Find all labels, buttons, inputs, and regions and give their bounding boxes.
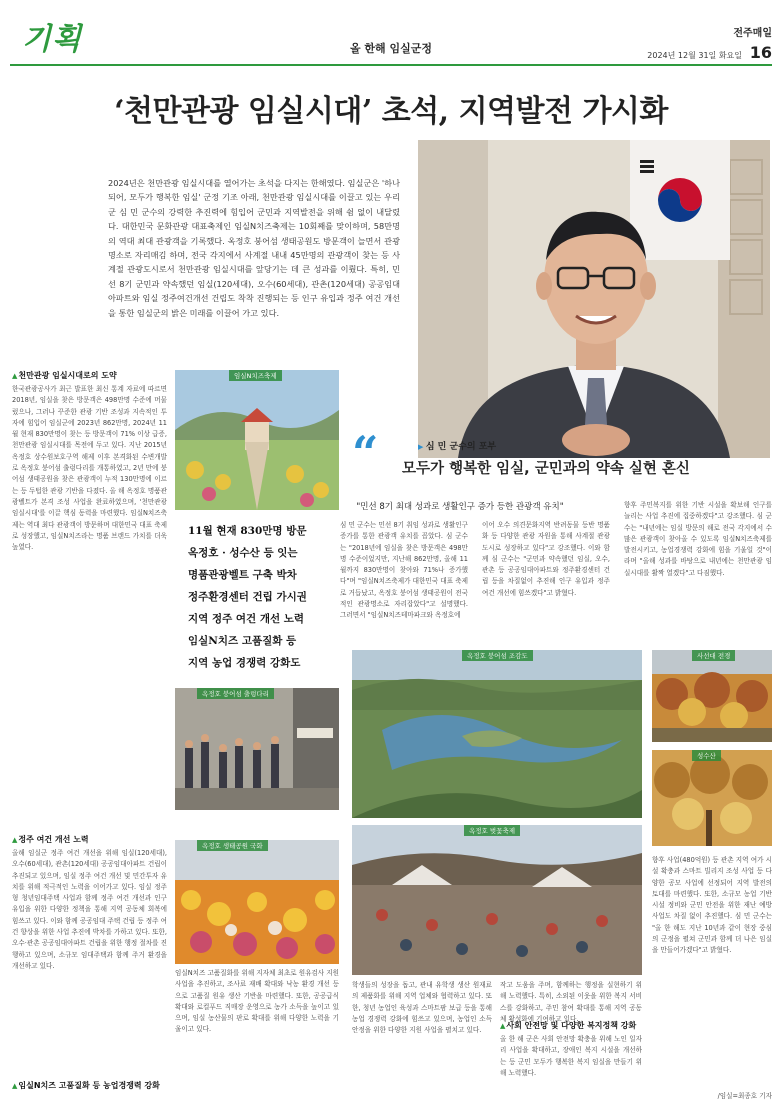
cheese-festival-illustration [175, 370, 339, 510]
feature-title: 모두가 행복한 임실, 군민과의 약속 실현 혼신 [402, 461, 690, 477]
photo-label-cheese: 임실N치즈축제 [229, 370, 282, 381]
sasundae-illustration [652, 650, 772, 742]
pull-line: 임실N치즈 고품질화 등 [188, 635, 297, 647]
pull-line: 정주환경센터 건립 가시권 [188, 591, 307, 603]
okjeong-lake-illustration [352, 650, 642, 818]
feature-label: ▶ 심 민 군수의 포부 [418, 439, 496, 452]
portrait-illustration [418, 140, 770, 458]
photo-chrysanthemum [175, 840, 339, 964]
section-title: 올 한해 임실군정 [349, 42, 433, 55]
feature-column-1: 심 민 군수는 민선 8기 취임 성과로 생활인구 증가를 통한 관광객 유치를 꼽았다. 심 군수는 "2018년에 임실을 찾은 방문객은 498만명 수준이었지만, 지난해 862만명, 올해 11월까지 830만명이 찾아와 71%나 증가했다"며 "임실N치즈축제가 대한민국 대표 축제로 거듭났고, 옥정호 붕어섬 생태공원이 전국적인 관광명소로 자리잡았다"고 설명했다. 그러면서 "임실N치즈테마파크와 옥정호에 [340, 521, 468, 620]
headline: ‘천만관광 임실시대’ 초석, 지역발전 가시화 [114, 94, 668, 129]
subhead-welfare: ▲ 사회 안전망 및 다양한 복지정책 강화 [500, 1020, 642, 1031]
header-rule [10, 64, 772, 66]
subhead-tourism: ▲ 천만관광 임실시대로의 도약 [12, 370, 167, 381]
dateline: 2024년 12월 31일 화요일 [647, 51, 742, 60]
chrysanthemum-illustration [175, 840, 339, 964]
quote-mark-icon: “ [352, 426, 379, 480]
bottom-column-d [652, 855, 772, 1102]
photo-label-sasundae: 사선대 전경 [692, 650, 735, 661]
column-1-text-a: 한국관광공사가 최근 발표한 최신 통계 자료에 따르면 2018년, 임실을 찾은 방문객은 498만명 수준에 머물렀으나, 그러나 꾸준한 관광 기반 조성과 지속적인 투자에 힘입어 임실군에 2023년 862만명, 2024년 11월 현재 830만명이 찾는 등 방문객이 71% 이상 급증, 천만관광 임실시대를 목전에 두고 있다. 지난 2015년 옥정호 상수원보호구역 해제 이후 본격화된 수변개발로 옥정호 붕어섬 출렁다리를 개통하였고, 2년 만에 붕어섬 생태공원을 찾은 관광객이 누적 130만명에 이르는 등 두텁한 관광 기반을 다졌다. 올 해 옥정호 명품관광벨트가 본격 조성 사업을 완료하였으며, '천만관광 임실시대'를 이끌 핵심 동력을 마련했다. 임실N치즈축제는 역대 최다 관광객이 방문하며 대한민국 대표 축제로 성장했고, 임실N치즈라는 명품 브랜드 가치를 더욱 높였다. [12, 385, 167, 552]
column-1 [12, 370, 167, 1091]
paper-name: 전주매일 [733, 28, 772, 39]
bottom-column-b: 학생들의 성장을 돕고, 관내 유학생 생산 원재료의 제품화를 위해 지역 업체와 협력하고 있다. 또한, 청년 농업인 육성과 스마트팜 보급 등을 통해 농업 경쟁력 강화에 힘쓰고 있으며, 농업인 소득 안정을 위한 다양한 지원 사업을 펼치고 있다. [352, 981, 492, 1035]
lead-paragraph: 2024년은 천만관광 임실시대를 열어가는 초석을 다지는 한해였다. 임실군은 '하나되어, 모두가 행복한 임실' 군정 기조 아래, 천만관광 임실시대를 이끌고 있는 우리 군 심 민 군수의 강력한 추진력에 힘입어 군민과 지역발전을 위해 쉼 없이 내달렸다. 대한민국 문화관광 대표축제인 임실N치즈축제는 10회째를 맞이하며, 58만명의 역대 최대 관광객을 기록했다. 옥정호 붕어섬 생태공원도 방문객이 늘면서 관광명소로 자리매김 하며, 전국 각지에서 사계절 내내 45만명의 관광객이 찾는 등 사계절 관광도시로서 천만관광 임실시대를 앞당기는 데 큰 성과를 이뤘다. 특히, 민선 8기 군민과 약속했던 임실(120세대), 오수(60세대), 관촌(120세대) 공공임대아파트와 임실 정주여건개선 건립도 착착 진행되는 등 인구 유입과 정주 여건 개선을 통한 임실군의 밝은 미래를 이끌어 가고 있다. [108, 178, 400, 318]
pull-line: 지역 정주 여건 개선 노력 [188, 613, 305, 625]
pull-line: 옥정호 · 성수산 등 잇는 [188, 547, 298, 559]
photo-label-okjeong: 옥정호 붕어섬 조감도 [462, 650, 533, 661]
bottom-column-c [500, 980, 642, 1094]
photo-label-seongsu: 성수산 [692, 750, 721, 761]
pull-line: 11월 현재 830만명 방문 [188, 525, 307, 537]
pull-line: 명품관광벨트 구축 박차 [188, 569, 297, 581]
column-2-text: 임실N치즈 고품질화를 위해 지자체 최초로 원유검사 지원 사업을 추진하고, 조사료 재배 확대와 낙농 환경 개선 등으로 고품질 원유 생산 기반을 마련했다. 또한, 공공급식 확대와 로컬푸드 직매장 운영으로 농가 소득을 높이고 있으며, 임실 농산물의 판로 확대를 위해 다양한 노력을 기울이고 있다. [175, 969, 340, 1034]
bottom-column-c-text: 작고 도움을 주며, 함께하는 행정을 실현하기 위해 노력했다. 특히, 소외된 이웃을 위한 복지 서비스를 강화하고, 주민 참여 확대를 통해 지역 공동체 활성화에 기여하고 있다. [500, 981, 642, 1023]
festival-illustration [352, 825, 642, 975]
photo-label-bridge: 옥정호 붕어섬 출렁다리 [197, 688, 274, 699]
pull-quote [188, 520, 308, 674]
portrait-photo [418, 140, 770, 458]
pull-line: 지역 농업 경쟁력 강화도 [188, 657, 301, 669]
section-mark: 기획 [22, 22, 82, 57]
bottom-column-c-text-2: 올 한 해 군은 사회 안전망 확충을 위해 노인 일자리 사업을 확대하고, 장애인 복지 시설을 개선하는 등 군민 모두가 행복한 복지 임실을 만들기 위해 노력했다. [500, 1035, 642, 1077]
feature-column-2: 이어 오수 의견문화지역 반려동물 등반 명품화 등 다양한 관광 자원을 통해 사계절 관광도시로 성장하고 있다"고 강조했다. 이와 함께 심 군수는 "군민과 약속했던 임실, 오수, 관촌 등 공공임대아파트와 정주환경센터 건립 등을 차질없이 추진해 인구 유입과 정주 여건 개선에 힘쓰겠다"고 밝혔다. [482, 521, 610, 597]
feature-subtitle: "민선 8기 최대 성과로 생활인구 증가 등한 관광객 유치" [356, 502, 564, 512]
photo-cheese-festival [175, 370, 339, 510]
photo-label-chrysanthemum: 옥정호 생태공원 국화 [197, 840, 268, 851]
seongsu-illustration [652, 750, 772, 846]
bottom-column-d-text: 향후 사업(480억원) 등 관촌 지역 여가 시설 확충과 스마트 빌리지 조성 사업 등 다양한 공모 사업에 선정되어 지역 발전의 토대를 마련했다. 또한, 소규모 농업 기반 시설 정비와 군민 안전을 위한 재난 예방 사업도 차질 없이 추진했다. 심 민 군수는 "올 한 해도 지난 10년과 같이 현장 중심의 군정을 펼쳐 군민과 함께 더 나은 임실을 만들어가겠다"고 밝혔다. [652, 856, 772, 955]
bridge-crowd-illustration [175, 688, 339, 810]
photo-bridge-crowd [175, 688, 339, 810]
column-1-text-b: 올해 임실군 정주 여건 개선을 위해 임실(120세대), 오수(60세대), 관촌(120세대) 공공임대아파트 건립이 추진되고 있으며, 임실 정주 여건 개선 및 민간투자 유치를 위해 적극적인 노력을 이어가고 있다. 임실 정주형 청년임대주택 사업과 함께 정주 여건 개선과 인구 유입을 위한 다양한 정책을 통해 지역 공동체 회복에 힘쓰고 있다. 이와 함께 공공임대 주택 건립 등 정주 여건 향상을 위한 사업 추진에 박차를 가하고 있다. 또한, 오수·관촌 공공임대아파트 건립을 위한 행정 절차를 진행하고 있으며, 소규모 임대주택과 함께 주거 환경을 개선하고 있다. [12, 849, 167, 970]
subhead-agriculture: ▲ 임실N치즈 고품질화 등 농업경쟁력 강화 [12, 1080, 167, 1091]
photo-seongsu [652, 750, 772, 846]
photo-okjeong-lake [352, 650, 642, 818]
page-number: 16 [749, 43, 772, 62]
subhead-living: ▲ 정주 여건 개선 노력 [12, 834, 167, 845]
feature-column-3: 향후 주민복지를 위한 기반 시설을 확보해 인구를 늘리는 사업 추진에 집중하겠다"고 강조했다. 심 군수는 "내년에는 임실 방문의 해로 전국 각지에서 수많은 관광객이 찾아올 수 있도록 임실N치즈축제를 발전시키고, 농업경쟁력 강화에 힘을 기울일 것"이라며 "올해 성과를 바탕으로 내년에는 천만관광 임실시대를 활짝 열겠다"고 다짐했다. [624, 501, 772, 577]
photo-sasundae [652, 650, 772, 742]
photo-label-festival: 옥정호 벚꽃축제 [464, 825, 520, 836]
photo-festival [352, 825, 642, 975]
byline: /임실=최종호 기자 [717, 1092, 772, 1100]
